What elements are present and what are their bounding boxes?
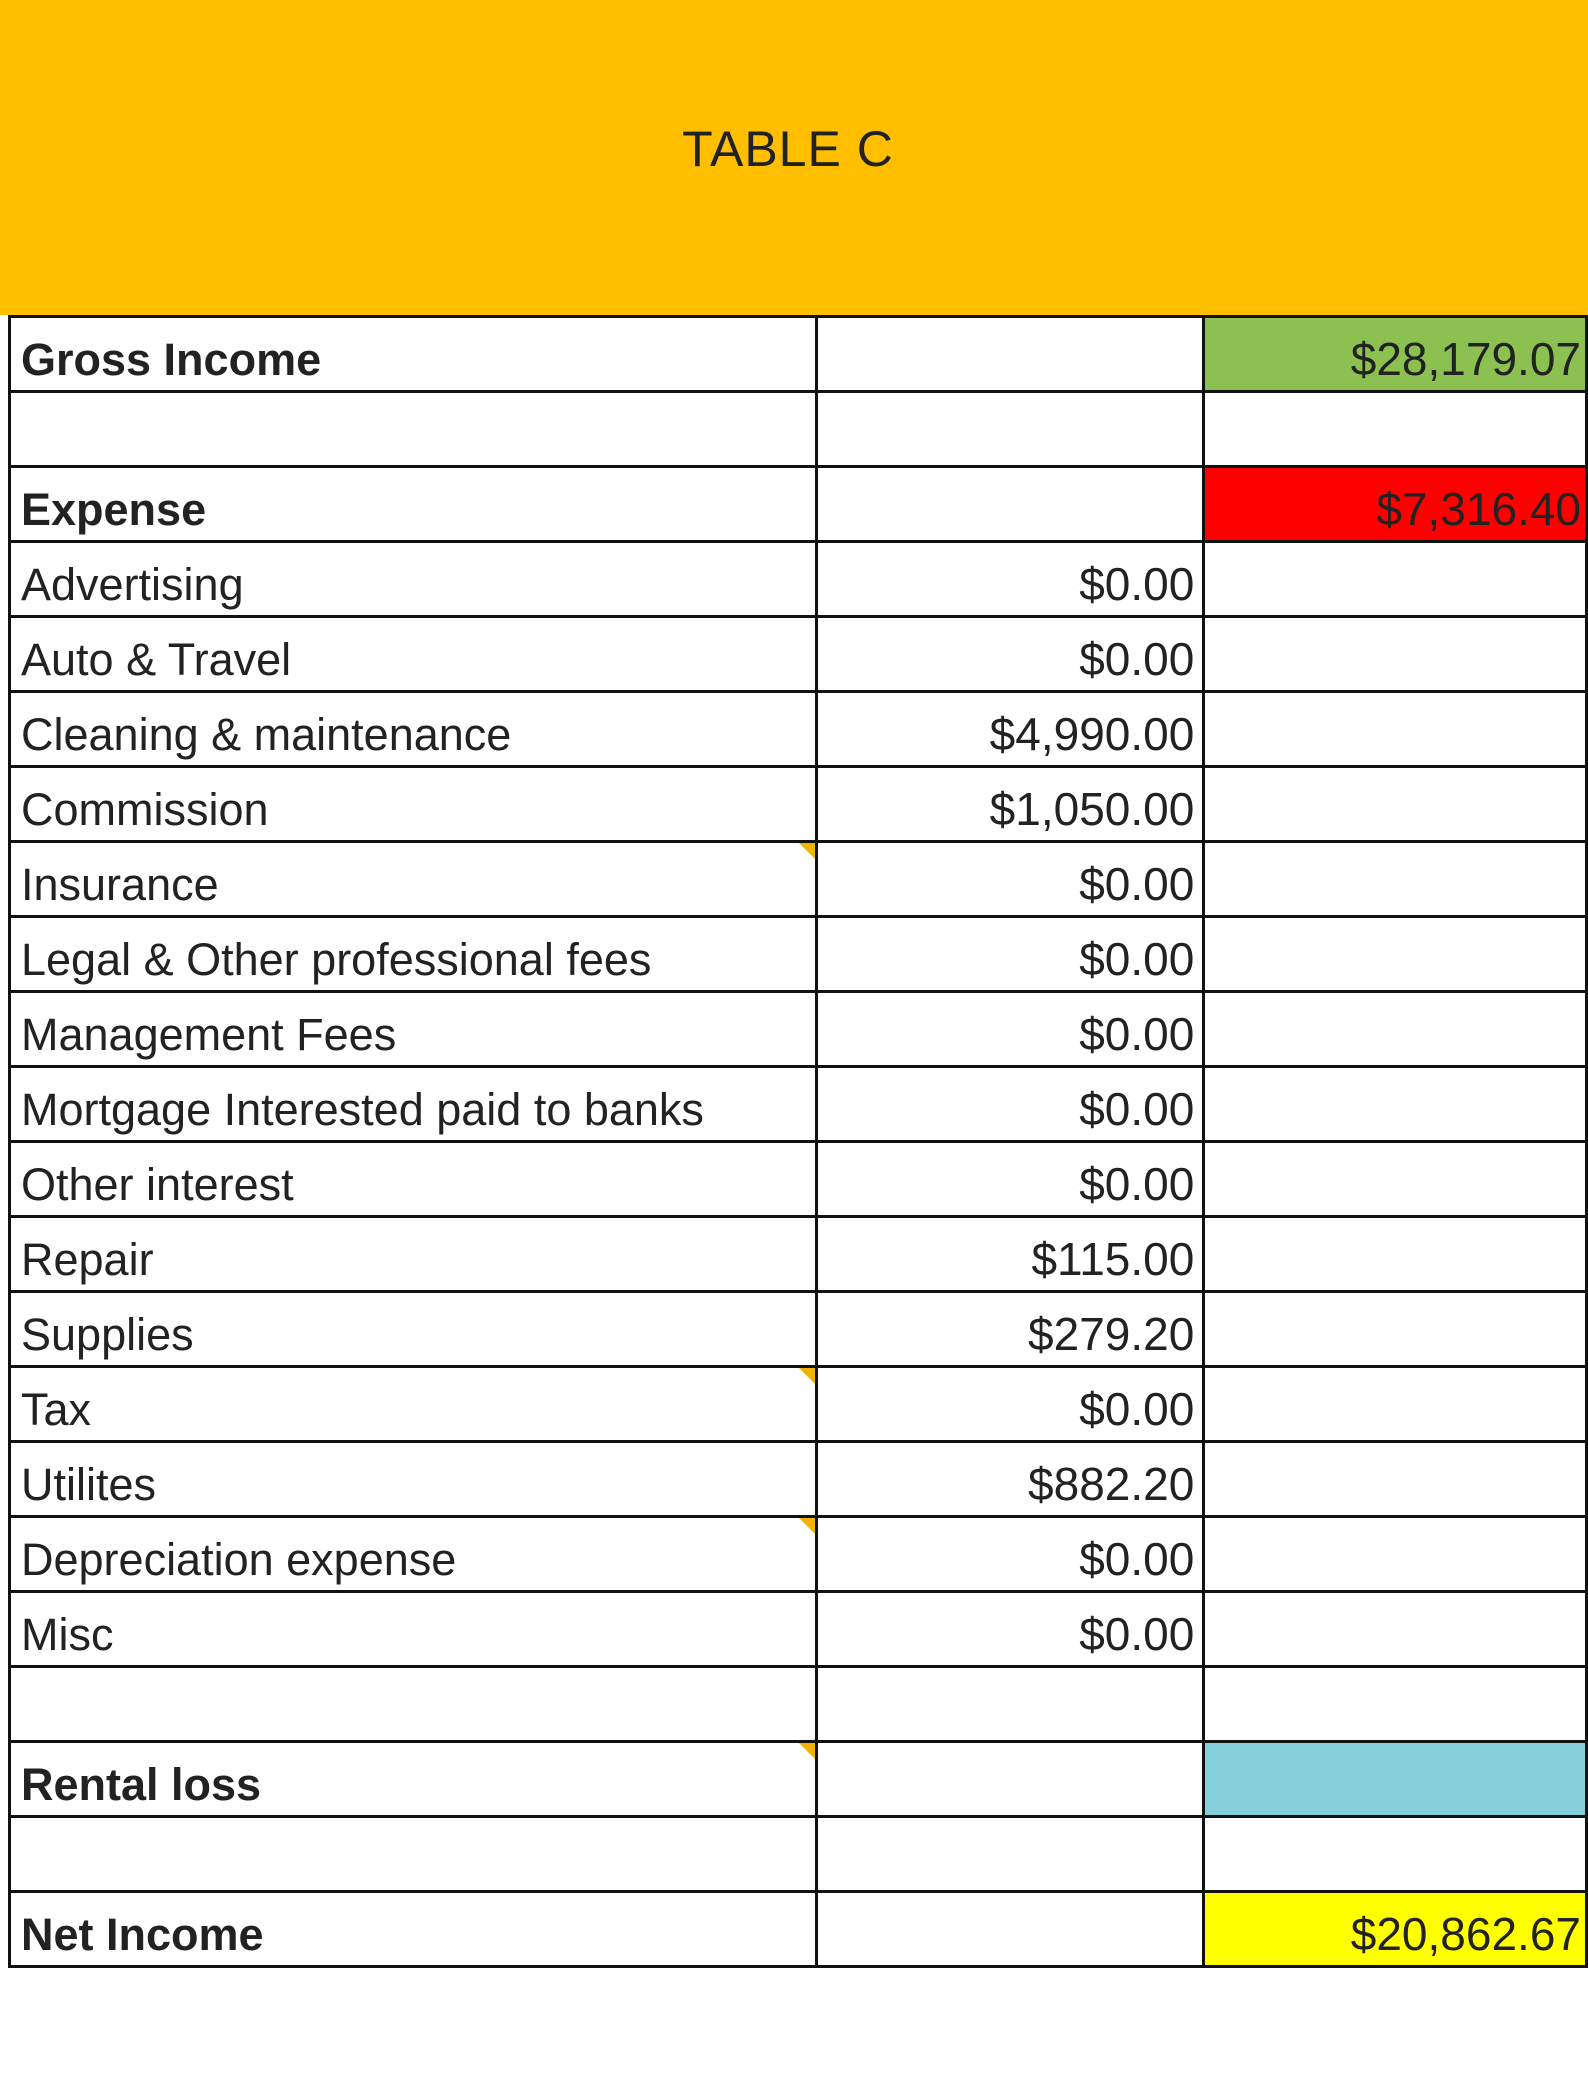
row-total-cell[interactable]: $7,316.40 <box>1204 467 1587 542</box>
table-row <box>10 1892 1587 1967</box>
table-row <box>10 1292 1587 1367</box>
row-label-cell[interactable]: Legal & Other professional fees <box>10 917 817 992</box>
row-amount-cell[interactable] <box>816 317 1204 392</box>
row-amount-cell[interactable] <box>816 467 1204 542</box>
row-amount-cell[interactable]: $0.00 <box>816 1367 1204 1442</box>
comment-indicator-icon[interactable] <box>798 1517 816 1535</box>
row-total-cell[interactable] <box>1204 1742 1587 1817</box>
table-row <box>10 392 1587 467</box>
row-amount-cell[interactable] <box>816 1892 1204 1967</box>
table-row <box>10 1742 1587 1817</box>
row-amount-cell[interactable] <box>816 1817 1204 1892</box>
row-label-cell[interactable]: Advertising <box>10 542 817 617</box>
row-amount-cell[interactable]: $0.00 <box>816 542 1204 617</box>
table-row <box>10 542 1587 617</box>
table-row <box>10 1217 1587 1292</box>
row-label-cell[interactable]: Tax <box>10 1367 817 1442</box>
row-label-cell[interactable]: Auto & Travel <box>10 617 817 692</box>
row-amount-cell[interactable] <box>816 1667 1204 1742</box>
row-label-cell[interactable]: Management Fees <box>10 992 817 1067</box>
table-row <box>10 317 1587 392</box>
table-row <box>10 767 1587 842</box>
table-row <box>10 842 1587 917</box>
row-amount-cell[interactable]: $0.00 <box>816 842 1204 917</box>
row-total-cell[interactable] <box>1204 917 1587 992</box>
table-row <box>10 917 1587 992</box>
table-row <box>10 1517 1587 1592</box>
row-total-cell[interactable] <box>1204 392 1587 467</box>
row-total-cell[interactable] <box>1204 1367 1587 1442</box>
row-total-cell[interactable] <box>1204 542 1587 617</box>
row-amount-cell[interactable]: $0.00 <box>816 1142 1204 1217</box>
row-label-cell[interactable]: Other interest <box>10 1142 817 1217</box>
row-total-cell[interactable] <box>1204 1292 1587 1367</box>
row-total-cell[interactable] <box>1204 1592 1587 1667</box>
row-total-cell[interactable]: $28,179.07 <box>1204 317 1587 392</box>
row-amount-cell[interactable]: $0.00 <box>816 1067 1204 1142</box>
table-row <box>10 1592 1587 1667</box>
row-label-cell[interactable]: Repair <box>10 1217 817 1292</box>
row-label-cell[interactable]: Utilites <box>10 1442 817 1517</box>
row-label-cell[interactable]: Net Income <box>10 1892 817 1967</box>
row-amount-cell[interactable] <box>816 392 1204 467</box>
row-total-cell[interactable] <box>1204 1067 1587 1142</box>
row-amount-cell[interactable]: $0.00 <box>816 992 1204 1067</box>
row-total-cell[interactable] <box>1204 1667 1587 1742</box>
row-total-cell[interactable] <box>1204 1817 1587 1892</box>
table-row <box>10 992 1587 1067</box>
row-label-cell[interactable]: Depreciation expense <box>10 1517 817 1592</box>
table-row <box>10 467 1587 542</box>
income-table <box>8 315 1588 1968</box>
table-row <box>10 1142 1587 1217</box>
comment-indicator-icon[interactable] <box>798 842 816 860</box>
comment-indicator-icon[interactable] <box>798 1742 816 1760</box>
row-total-cell[interactable] <box>1204 1217 1587 1292</box>
row-amount-cell[interactable]: $882.20 <box>816 1442 1204 1517</box>
row-label-cell[interactable] <box>10 392 817 467</box>
row-total-cell[interactable] <box>1204 842 1587 917</box>
table-row <box>10 1367 1587 1442</box>
table-title: TABLE C <box>682 120 894 177</box>
table-row <box>10 1442 1587 1517</box>
table-header-cell[interactable] <box>0 0 1588 315</box>
table-row <box>10 1667 1587 1742</box>
row-total-cell[interactable] <box>1204 1517 1587 1592</box>
row-amount-cell[interactable]: $4,990.00 <box>816 692 1204 767</box>
row-label-cell[interactable]: Expense <box>10 467 817 542</box>
row-total-cell[interactable] <box>1204 767 1587 842</box>
row-label-cell[interactable]: Mortgage Interested paid to banks <box>10 1067 817 1142</box>
table-row <box>10 617 1587 692</box>
row-amount-cell[interactable]: $0.00 <box>816 1517 1204 1592</box>
row-label-cell[interactable]: Insurance <box>10 842 817 917</box>
row-label-cell[interactable]: Rental loss <box>10 1742 817 1817</box>
row-amount-cell[interactable]: $0.00 <box>816 617 1204 692</box>
row-label-cell[interactable] <box>10 1667 817 1742</box>
table-row <box>10 1067 1587 1142</box>
row-label-cell[interactable]: Cleaning & maintenance <box>10 692 817 767</box>
row-total-cell[interactable] <box>1204 617 1587 692</box>
row-label-cell[interactable]: Misc <box>10 1592 817 1667</box>
row-total-cell[interactable]: $20,862.67 <box>1204 1892 1587 1967</box>
table-row <box>10 692 1587 767</box>
row-amount-cell[interactable]: $0.00 <box>816 917 1204 992</box>
row-total-cell[interactable] <box>1204 1442 1587 1517</box>
row-label-cell[interactable] <box>10 1817 817 1892</box>
comment-indicator-icon[interactable] <box>798 1367 816 1385</box>
row-amount-cell[interactable]: $0.00 <box>816 1592 1204 1667</box>
row-amount-cell[interactable]: $115.00 <box>816 1217 1204 1292</box>
table-row <box>10 1817 1587 1892</box>
row-total-cell[interactable] <box>1204 692 1587 767</box>
row-label-cell[interactable]: Gross Income <box>10 317 817 392</box>
row-amount-cell[interactable]: $279.20 <box>816 1292 1204 1367</box>
row-amount-cell[interactable]: $1,050.00 <box>816 767 1204 842</box>
row-total-cell[interactable] <box>1204 1142 1587 1217</box>
row-total-cell[interactable] <box>1204 992 1587 1067</box>
row-label-cell[interactable]: Supplies <box>10 1292 817 1367</box>
row-amount-cell[interactable] <box>816 1742 1204 1817</box>
row-label-cell[interactable]: Commission <box>10 767 817 842</box>
